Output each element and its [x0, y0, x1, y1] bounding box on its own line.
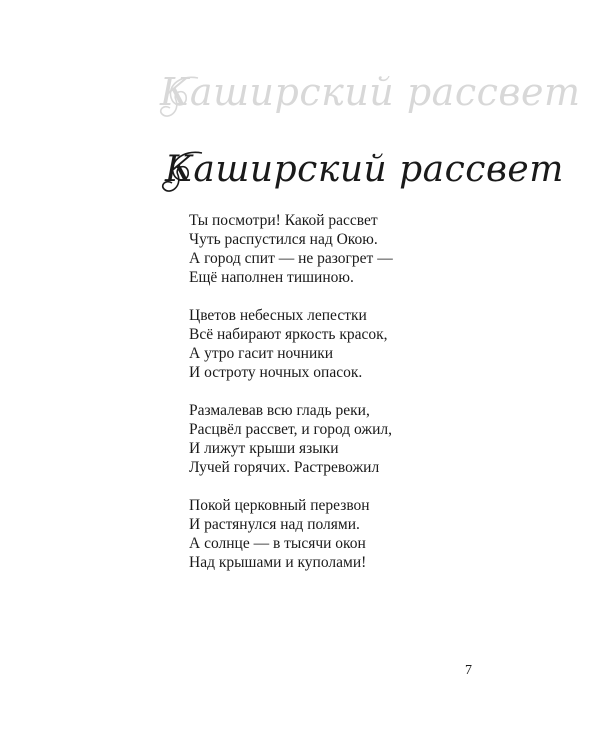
poem-line: И лижут крыши языки [189, 440, 339, 457]
poem-line: Над крышами и куполами! [189, 554, 367, 571]
poem-line: А солнце — в тысячи окон [189, 535, 366, 552]
poem-line: Покой церковный перезвон [189, 497, 370, 514]
poem-line: Размалевав всю гладь реки, [189, 402, 370, 419]
poem-line: А город спит — не разогрет — [189, 250, 393, 267]
page-number: 7 [465, 663, 472, 678]
stanza [189, 306, 489, 382]
stanza [189, 496, 489, 572]
ghost-title: Каширский рассвет [160, 70, 581, 114]
page-title: Каширский рассвет [165, 149, 564, 190]
poem-line: Лучей горячих. Растревожил [189, 459, 380, 476]
poem [189, 211, 489, 591]
poem-line: Чуть распустился над Окою. [189, 231, 378, 248]
poem-line: Цветов небесных лепестки [189, 307, 367, 324]
poem-line: А утро гасит ночники [189, 345, 334, 362]
poem-line: И остроту ночных опасок. [189, 364, 363, 381]
poem-line: Ещё наполнен тишиною. [189, 269, 354, 286]
poem-line: Всё набирают яркость красок, [189, 326, 388, 343]
stanza [189, 211, 489, 287]
poem-line: Расцвёл рассвет, и город ожил, [189, 421, 393, 438]
poem-line: И растянулся над полями. [189, 516, 360, 533]
poem-line: Ты посмотри! Какой рассвет [189, 212, 378, 229]
stanza [189, 401, 489, 477]
